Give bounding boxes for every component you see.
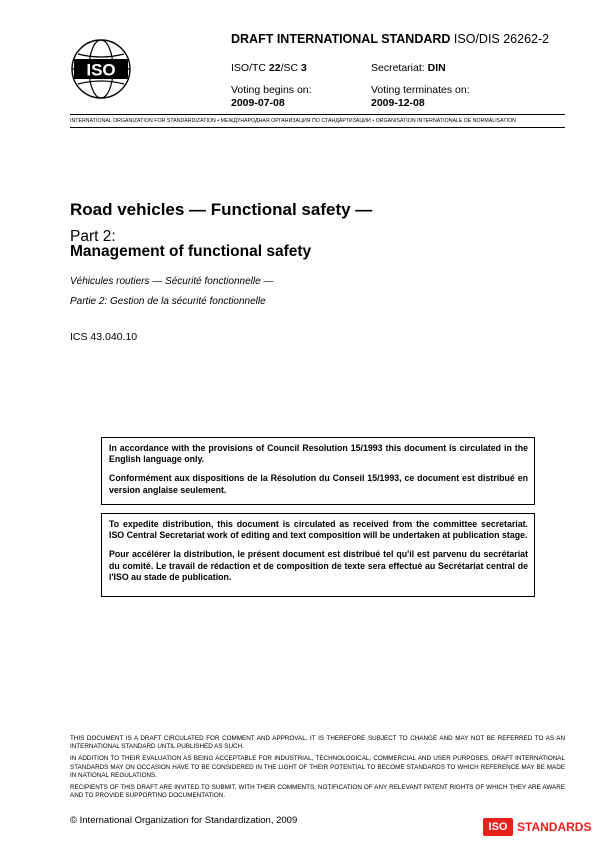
header-rule (70, 114, 565, 115)
store-logo: ISO (483, 818, 513, 836)
voting-begins-date: 2009-07-08 (231, 97, 285, 109)
language-notice-box (101, 437, 535, 505)
disclaimer-draft: THIS DOCUMENT IS A DRAFT CIRCULATED FOR COMMENT AND APPROVAL. IT IS THEREFORE SUBJECT TO CHANGE AND MAY NOT BE REFERRED TO AS AN INTERNATIONAL STANDARD UNTIL PUBLISHED AS SUCH. (70, 735, 565, 751)
disclaimer-evaluation: IN ADDITION TO THEIR EVALUATION AS BEING ACCEPTABLE FOR INDUSTRIAL, TECHNOLOGICAL, COMMERCIAL AND USER PURPOSES, DRAFT INTERNATIONAL STANDARDS MAY ON OCCASION HAVE TO BE CONSIDERED IN THE LIGHT OF THEIR POTENTIAL TO BECOME STANDARDS TO WHICH REFERENCE MAY BE MADE IN NATIONAL REGULATIONS. (70, 755, 565, 779)
language-notice-en: In accordance with the provisions of Council Resolution 15/1993 this document is circulated in the English language only. (109, 443, 528, 465)
document-title: Road vehicles — Functional safety — (70, 200, 373, 219)
language-notice-fr: Conformément aux dispositions de la Résolution du Conseil 15/1993, ce document est distribué en version anglaise seulement. (109, 473, 528, 495)
committee: ISO/TC 22/SC 3 (231, 62, 307, 74)
voting-ends-date: 2009-12-08 (371, 97, 425, 109)
header-rule-bottom (70, 127, 565, 128)
secretariat: Secretariat: DIN (371, 62, 446, 74)
french-title: Véhicules routiers — Sécurité fonctionnelle — (70, 276, 274, 287)
ics-code: ICS 43.040.10 (70, 331, 138, 343)
part-title: Management of functional safety (70, 243, 312, 260)
distribution-notice-box (101, 513, 535, 597)
document-type: DRAFT INTERNATIONAL STANDARD ISO/DIS 26262-2 (231, 32, 550, 46)
distribution-notice-en: To expedite distribution, this document is circulated as received from the committee secretariat. ISO Central Secretariat work of editing and text composition will be undertaken at publication stage. (109, 519, 528, 541)
iso-standards-store-badge[interactable] (483, 818, 593, 836)
distribution-notice-fr: Pour accélérer la distribution, le présent document est distribué tel qu'il est parvenu du secrétariat du comité. Le travail de rédaction et de composition de texte sera effectué au Secrétariat central de l'ISO au stade de publication. (109, 549, 528, 582)
iso-logo-text: ISO (86, 60, 116, 80)
part-number: Part 2: (70, 228, 116, 245)
store-label: STANDARDS (517, 820, 592, 834)
disclaimer-patents: RECIPIENTS OF THIS DRAFT ARE INVITED TO SUBMIT, WITH THEIR COMMENTS, NOTIFICATION OF ANY RELEVANT PATENT RIGHTS OF WHICH THEY ARE AWARE AND TO PROVIDE SUPPORTING DOCUMENTATION. (70, 784, 565, 800)
voting-begins-label: Voting begins on: (231, 84, 312, 96)
footer-disclaimer (70, 735, 565, 804)
french-part-title: Partie 2: Gestion de la sécurité fonctionnelle (70, 296, 266, 307)
organization-line: INTERNATIONAL ORGANIZATION FOR STANDARDIZATION • МЕЖДУНАРОДНАЯ ОРГАНИЗАЦИЯ ПО СТАНДАРТИЗАЦИИ • ORGANISATION INTERNATIONALE DE NORMALISATION (70, 118, 516, 124)
copyright: © International Organization for Standardization, 2009 (70, 815, 298, 826)
iso-logo (70, 38, 132, 100)
voting-ends-label: Voting terminates on: (371, 84, 470, 96)
